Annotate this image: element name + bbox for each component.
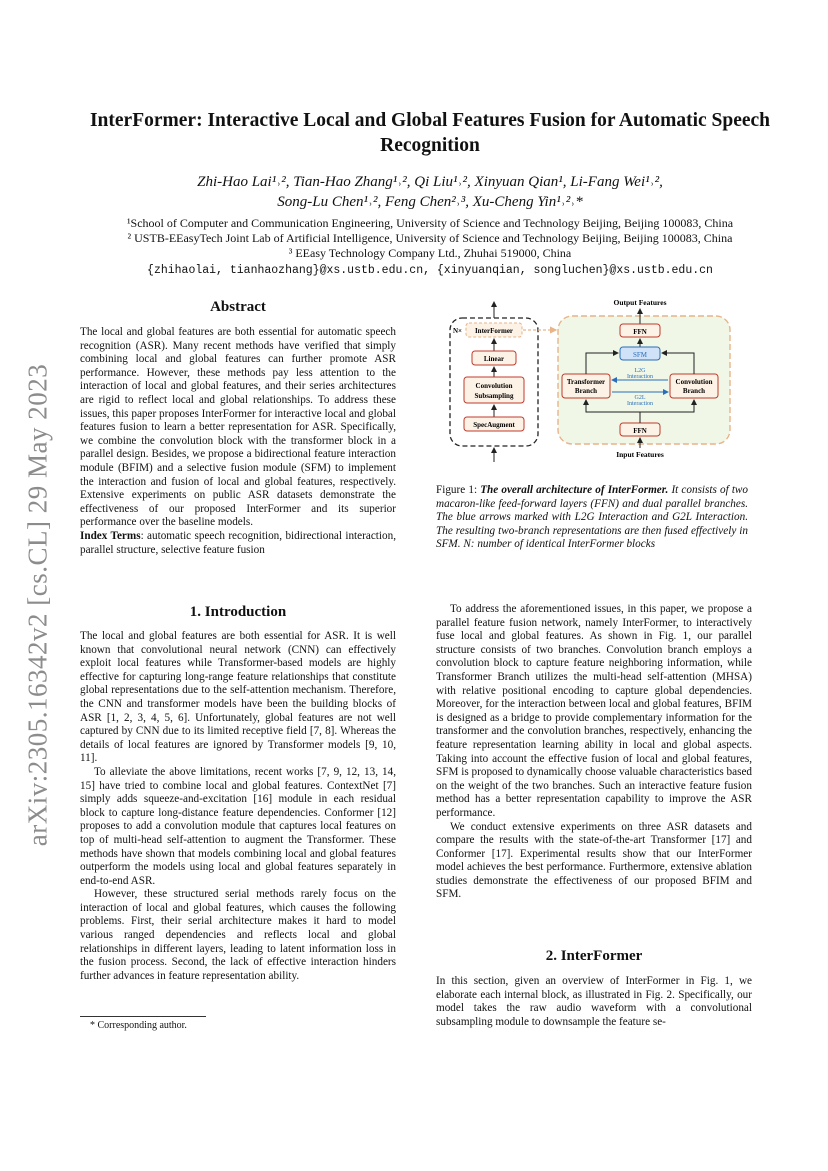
intro-paragraph-2: To alleviate the above limitations, recent works [7, 9, 12, 13, 14, 15] have tried to combine local and global features. ContextNet [7] simply adds squeeze-and-excitation [16] module in each residual block to capture long-distance feature dependencies. Conformer [12] proposes to add a convolution module that captures local features on top of multi-head self-attention to augment the Transformer. These methods have shown that models combining local and global features outperform the models using local and global features separately in end-to-end ASR. (80, 765, 396, 887)
abstract-text: The local and global features are both essential for automatic speech recognition (ASR). Many recent methods have verified that simply combining local and global features can further promote ASR performance. However, these methods pay less attention to the interaction of local and global features, and their series architectures are rigid to reflect local and global relationships. To address these issues, this paper proposes InterFormer for interactive local and global features fusion to learn a better representation for ASR. Specifically, we combine the convolution block with the transformer block in a parallel design. Besides, we propose a bidirectional feature interaction module (BFIM) and a selective fusion module (SFM) to implement the interaction and fusion of local and global features, respectively. Extensive experiments on public ASR datasets demonstrate the effectiveness of our proposed InterFormer and its superior performance over the baseline models. (80, 326, 396, 529)
affiliations (80, 216, 780, 261)
ffn-top-label: FFN (633, 328, 647, 336)
intro-body (80, 630, 396, 983)
footnote: * Corresponding author. (90, 1020, 187, 1031)
l2g-label-1: L2G (634, 368, 646, 374)
output-features-label: Output Features (613, 298, 667, 307)
sfm-label: SFM (632, 351, 648, 359)
g2l-label-2: Interaction (627, 401, 653, 407)
conv-subsampling-label-1: Convolution (475, 382, 513, 390)
section-2-body (436, 975, 752, 1029)
author-emails: {zhihaolai, tianhaozhang}@xs.ustb.edu.cn, {xinyuanqian, songluchen}@xs.ustb.edu.cn (147, 264, 713, 277)
index-terms-label: Index Terms (80, 529, 141, 542)
arxiv-watermark: arXiv:2305.16342v2 [cs.CL] 29 May 2023 (22, 363, 53, 847)
index-terms (80, 530, 396, 557)
affiliation-1: ¹School of Computer and Communication Engineering, University of Science and Technology Beijing, Beijing 100083, China (126, 216, 734, 230)
affiliation-3: ³ EEasy Technology Company Ltd., Zhuhai 519000, China (288, 246, 572, 260)
transformer-branch-label-1: Transformer (566, 378, 606, 386)
abstract-heading: Abstract (210, 299, 266, 315)
ffn-bottom-label: FFN (633, 427, 647, 435)
repeat-count-label: N× (453, 327, 463, 335)
convolution-branch-label-2: Branch (682, 387, 706, 395)
right-column-body (436, 603, 752, 902)
intro-heading: 1. Introduction (189, 604, 287, 620)
input-features-label: Input Features (616, 450, 664, 459)
interformer-label: InterFormer (474, 327, 514, 335)
author-list (80, 172, 780, 212)
right-paragraph-2: We conduct extensive experiments on three ASR datasets and compare the results with the state-of-the-art Transformer [17] and Conformer [17]. Experimental results show that our InterFormer model achieves the best performance. Furthermore, extensive ablation studies demonstrate the effectiveness of our proposed BFIM and SFM. (436, 820, 752, 901)
index-terms-text: : automatic speech recognition, bidirectional interaction, parallel structure, selective feature fusion (80, 529, 396, 556)
paper-title: InterFormer: Interactive Local and Global Features Fusion for Automatic Speech Recognition (89, 110, 771, 156)
linear-label: Linear (483, 355, 505, 363)
affiliation-2: ² USTB-EEasyTech Joint Lab of Artificial Intelligence, University of Science and Technology Beijing, Beijing 100083, China (127, 231, 733, 245)
transformer-branch-label-2: Branch (574, 387, 598, 395)
figure-1-caption (436, 484, 748, 552)
right-paragraph-3: In this section, given an overview of InterFormer in Fig. 1, we elaborate each internal block, as illustrated in Fig. 2. Specifically, our model takes the raw audio waveform with a convolutional subsampling module to downsample the feature se- (436, 975, 752, 1028)
caption-label: Figure 1: (436, 484, 481, 496)
figure-1-diagram (436, 296, 748, 462)
author-line-2: Song-Lu Chen¹˒², Feng Chen²˒³, Xu-Cheng Yin¹˒²˒* (277, 194, 583, 210)
interformer-heading: 2. InterFormer (545, 948, 643, 964)
right-paragraph-1: To address the aforementioned issues, in this paper, we propose a parallel feature fusion network, namely InterFormer, to interactively fuse local and global features. As shown in Fig. 1, our parallel structure consists of two branches. Convolution branch employs a convolution block to capture feature neighboring information, while Transformer Branch utilizes the multi-head self-attention (MHSA) with relative positional encoding to capture global dependencies. Moreover, for the interaction between local and global features, BFIM is designed as a bridge to provide complementary information for the transformer and the convolution branches, respectively, enhancing the feature representation learning ability in local and global aspects. Taking into account the effective fusion of local and global features, SFM is proposed to dynamically choose valuable characteristics based on the weight of the two branches. Such an interactive feature fusion method has a better representation capability to improve the ASR performance. (436, 603, 752, 819)
intro-paragraph-3: However, these structured serial methods rarely focus on the interaction of local and global features, which causes the following problems. First, their serial architecture makes it hard to model various ranged dependencies and reflects local and global relationships in different layers, leading to latent information loss in the fusion process. Second, the lack of effective interaction hinders further advances in feature representation ability. (80, 888, 396, 982)
footnote-rule (80, 1016, 206, 1017)
author-line-1: Zhi-Hao Lai¹˒², Tian-Hao Zhang¹˒², Qi Liu¹˒², Xinyuan Qian¹, Li-Fang Wei¹˒², (197, 174, 663, 190)
intro-paragraph-1: The local and global features are both essential for ASR. It is well known that convolutional neural network (CNN) can effectively exploit local features while Transformer-based models are highly effective for capturing long-range feature relationships that constitute global representations due to the self-attention mechanism. Therefore, the CNN and transformer models have been the building blocks of ASR [1, 2, 3, 4, 5, 6]. Unfortunately, global features are not well captured by CNN due to its limited receptive field [7, 8]. Whereas the details of local features are ignored by Transformer models [9, 10, 11]. (80, 630, 396, 765)
g2l-label-1: G2L (634, 395, 646, 401)
caption-bold: The overall architecture of InterFormer. (480, 484, 669, 496)
convolution-branch-label-1: Convolution (675, 378, 713, 386)
l2g-label-2: Interaction (627, 374, 653, 380)
abstract-body (80, 326, 396, 557)
caption-rest: It consists of two macaron-like feed-forward layers (FFN) and dual parallel branches. The blue arrows marked with L2G Interaction and G2L Interaction. The resulting two-branch representations are then fused effectively in SFM. N: number of identical InterFormer blocks (436, 484, 748, 551)
specaugment-label: SpecAugment (473, 421, 515, 429)
conv-subsampling-label-2: Subsampling (474, 392, 514, 400)
